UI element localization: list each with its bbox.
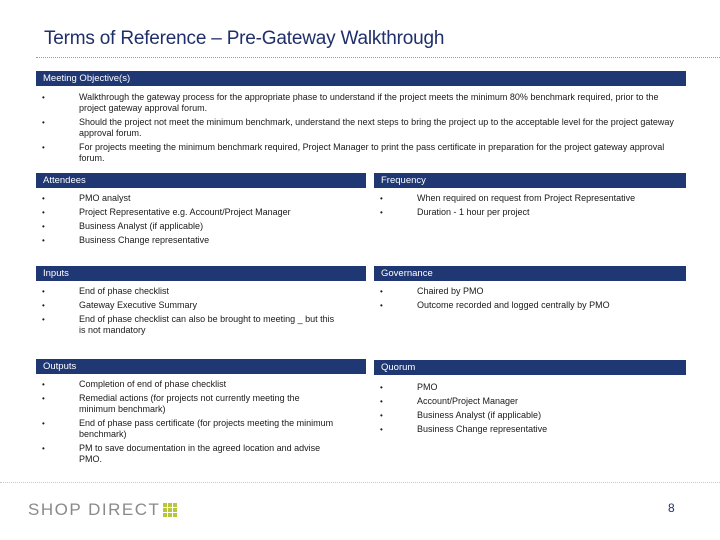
bullet-icon: • xyxy=(380,397,383,406)
list-item: • Completion of end of phase checklist xyxy=(42,379,227,389)
list-item: • Project Representative e.g. Account/Project Manager xyxy=(42,207,291,217)
list-item: • Walkthrough the gateway process for the appropriate phase to understand if the project meets the minimum 80% benchmark required, prior to the project gateway approval forum. xyxy=(42,92,659,113)
list-item: • PMO xyxy=(380,382,438,392)
bullet-icon: • xyxy=(42,380,45,389)
outputs-list xyxy=(36,379,336,468)
bullet-icon: • xyxy=(42,93,45,102)
bullet-icon: • xyxy=(42,143,45,152)
attendees-header: Attendees xyxy=(36,173,366,188)
list-item: • Account/Project Manager xyxy=(380,396,519,406)
frequency-header: Frequency xyxy=(374,173,686,188)
list-item: • PMO analyst xyxy=(42,193,131,203)
logo-text: SHOP DIRECT xyxy=(28,500,161,519)
quorum-header: Quorum xyxy=(374,360,686,375)
bullet-icon: • xyxy=(380,425,383,434)
page-number: 8 xyxy=(668,501,675,515)
inputs-list xyxy=(36,286,336,339)
bullet-icon: • xyxy=(380,287,383,296)
list-item: • Outcome recorded and logged centrally by PMO xyxy=(380,300,610,310)
governance-header: Governance xyxy=(374,266,686,281)
list-item: • Gateway Executive Summary xyxy=(42,300,198,310)
governance-list xyxy=(374,286,686,314)
list-item: • Business Change representative xyxy=(42,235,210,245)
list-item: • Business Analyst (if applicable) xyxy=(380,410,542,420)
bullet-icon: • xyxy=(42,394,45,403)
title-divider xyxy=(36,57,720,58)
inputs-header: Inputs xyxy=(36,266,366,281)
list-item: • Business Analyst (if applicable) xyxy=(42,221,204,231)
list-item: • End of phase checklist can also be brought to meeting _ but this is not mandatory xyxy=(42,314,335,335)
list-item: • Should the project not meet the minimum benchmark, understand the next steps to bring the project up to the acceptable level for the project gateway approval forum. xyxy=(42,117,674,138)
list-item: • Chaired by PMO xyxy=(380,286,484,296)
bullet-icon: • xyxy=(42,419,45,428)
list-item: • End of phase pass certificate (for projects meeting the minimum benchmark) xyxy=(42,418,334,439)
list-item: • Duration - 1 hour per project xyxy=(380,207,530,217)
outputs-header: Outputs xyxy=(36,359,366,374)
bullet-icon: • xyxy=(42,222,45,231)
quorum-list xyxy=(374,382,686,438)
list-item: • For projects meeting the minimum benchmark required, Project Manager to print the pass certificate in preparation for the project gateway approval forum. xyxy=(42,142,665,163)
page-title: Terms of Reference – Pre-Gateway Walkthrough xyxy=(44,28,445,49)
bullet-icon: • xyxy=(42,315,45,324)
bullet-icon: • xyxy=(42,287,45,296)
bullet-icon: • xyxy=(42,194,45,203)
attendees-list xyxy=(36,193,366,249)
bullet-icon: • xyxy=(42,236,45,245)
objectives-header: Meeting Objective(s) xyxy=(36,71,686,86)
frequency-list xyxy=(374,193,686,221)
list-item: • Remedial actions (for projects not currently meeting the minimum benchmark) xyxy=(42,393,300,414)
list-item: • End of phase checklist xyxy=(42,286,170,296)
bullet-icon: • xyxy=(380,411,383,420)
list-item: • Business Change representative xyxy=(380,424,548,434)
company-logo xyxy=(28,500,177,520)
bullet-icon: • xyxy=(380,194,383,203)
bullet-icon: • xyxy=(42,301,45,310)
bullet-icon: • xyxy=(380,301,383,310)
list-item: • When required on request from Project Representative xyxy=(380,193,636,203)
bullet-icon: • xyxy=(42,444,45,453)
logo-dots-icon xyxy=(163,503,177,517)
bullet-icon: • xyxy=(42,118,45,127)
objectives-list xyxy=(36,92,682,167)
list-item: • PM to save documentation in the agreed location and advise PMO. xyxy=(42,443,321,464)
footer-divider xyxy=(0,482,720,483)
bullet-icon: • xyxy=(380,383,383,392)
bullet-icon: • xyxy=(42,208,45,217)
bullet-icon: • xyxy=(380,208,383,217)
